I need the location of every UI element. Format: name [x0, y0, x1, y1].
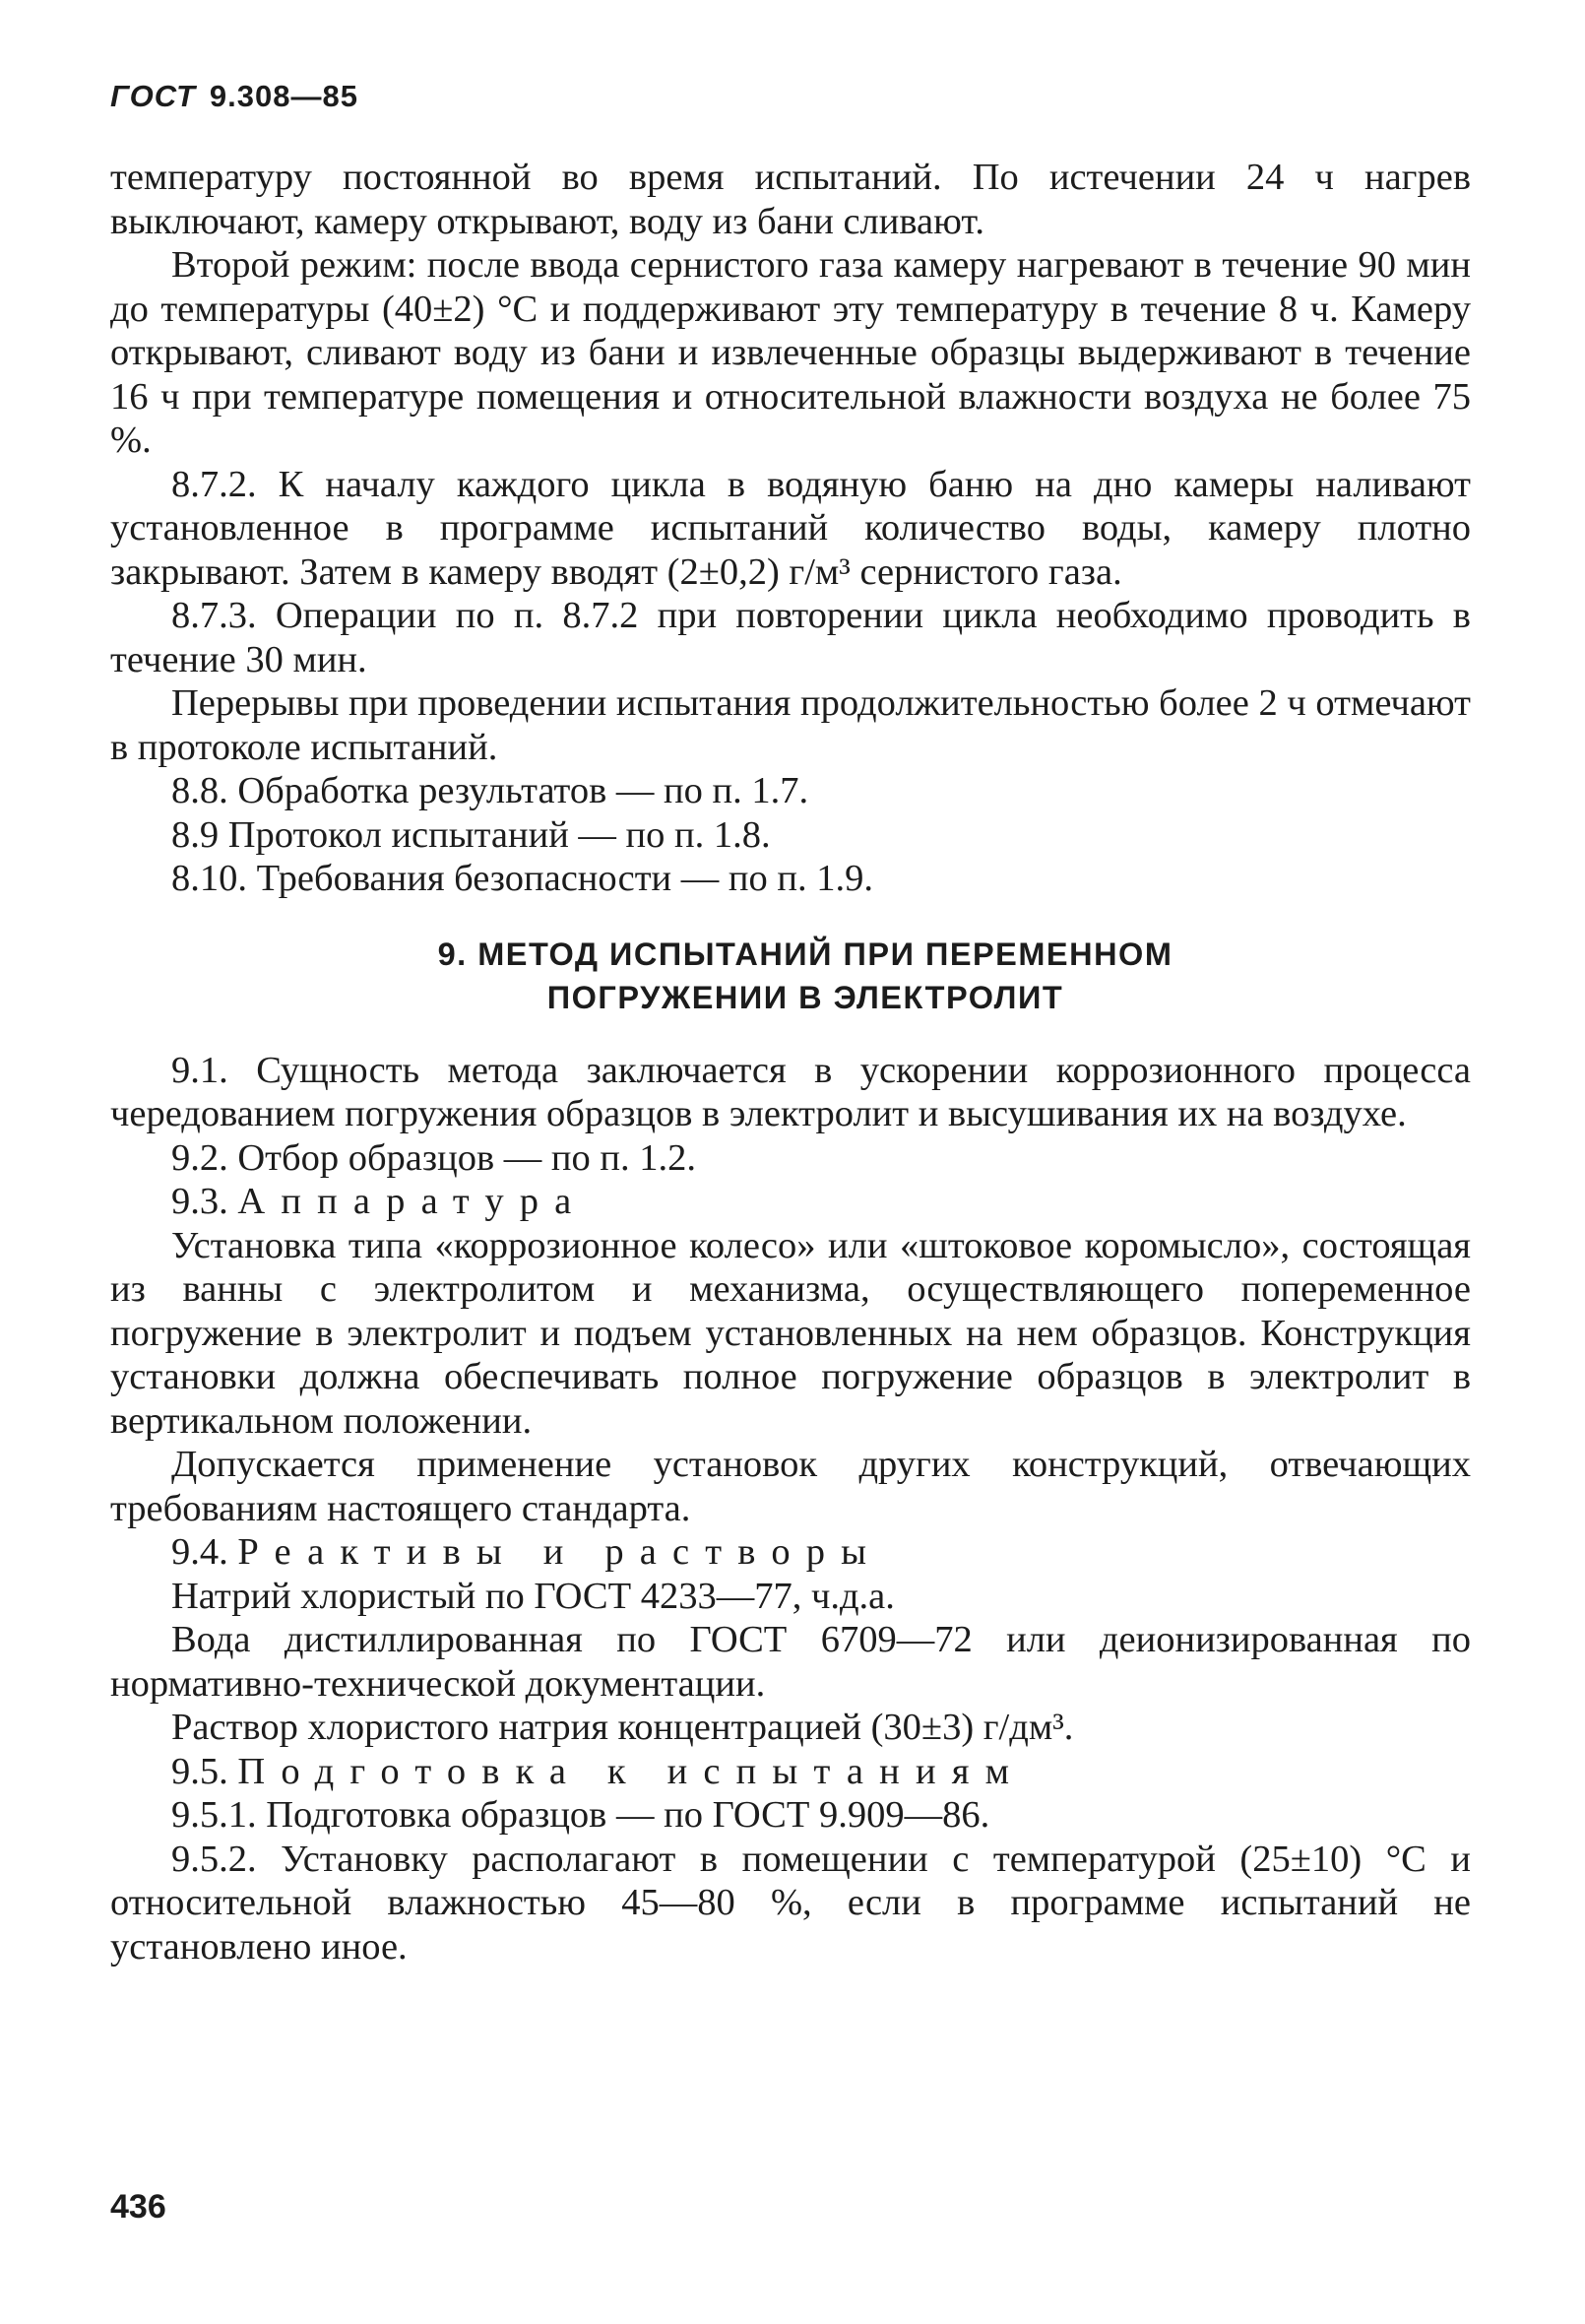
paragraph: 8.10. Требования безопасности — по п. 1.9. [171, 858, 873, 899]
subsection-title: Реактивы и растворы [237, 1531, 883, 1573]
paragraph: Установка типа «коррозионное колесо» или «штоковое коромысло», состоящая из ванны с электролитом и механизма, осуществляющего попеременное погружение в электролит и подъем установленных на нем образцов. Конструкция установки должна обеспечивать полное погружение образцов в электролит в вертикальном положении. [110, 1224, 1471, 1442]
subsection-title: Подготовка к испытаниям [237, 1750, 1026, 1792]
standard-label: ГОСТ [110, 79, 196, 113]
paragraph: Вода дистиллированная по ГОСТ 6709—72 или деионизированная по нормативно-технической документации. [110, 1619, 1471, 1705]
paragraph: Натрий хлористый по ГОСТ 4233—77, ч.д.а. [171, 1575, 895, 1617]
section-title-line: 9. МЕТОД ИСПЫТАНИЙ ПРИ ПЕРЕМЕННОМ [437, 936, 1173, 972]
section-title [110, 933, 1471, 1019]
paragraph: Перерывы при проведении испытания продолжительностью более 2 ч отмечают в протоколе испытаний. [110, 682, 1471, 768]
subsection-heading [110, 1530, 1471, 1575]
page-header [110, 79, 358, 114]
document-body [110, 156, 1471, 1969]
paragraph: Второй режим: после ввода сернистого газа камеру нагревают в течение 90 мин до температуры (40±2) °С и поддерживают эту температуру в течение 8 ч. Камеру открывают, сливают воду из бани и извлеченные образцы выдерживают в течение 16 ч при температуре помещения и относительной влажности воздуха не более 75 %. [110, 244, 1471, 461]
paragraph: 8.9 Протокол испытаний — по п. 1.8. [171, 813, 771, 856]
paragraph: 9.1. Сущность метода заключается в ускорении коррозионного процесса чередованием погружения образцов в электролит и высушивания их на воздухе. [110, 1049, 1471, 1134]
paragraph: 9.5.2. Установку располагают в помещении с температурой (25±10) °С и относительной влажностью 45—80 %, если в программе испытаний не установлено иное. [110, 1838, 1471, 1968]
subsection-number: 9.4. [171, 1531, 228, 1573]
subsection-heading [110, 1180, 1471, 1224]
paragraph: 9.2. Отбор образцов — по п. 1.2. [171, 1136, 696, 1179]
paragraph: Раствор хлористого натрия концентрацией (30±3) г/дм³. [171, 1707, 1074, 1748]
paragraph: 8.8. Обработка результатов — по п. 1.7. [171, 770, 809, 811]
paragraph: 8.7.2. К началу каждого цикла в водяную баню на дно камеры наливают установленное в программе испытаний количество воды, камеру плотно закрывают. Затем в камеру вводят (2±0,2) г/м³ сернистого газа. [110, 463, 1471, 593]
paragraph: температуру постоянной во время испытаний. По истечении 24 ч нагрев выключают, камеру открывают, воду из бани сливают. [110, 157, 1471, 242]
page-number: 436 [110, 2188, 166, 2226]
paragraph: 8.7.3. Операции по п. 8.7.2 при повторении цикла необходимо проводить в течение 30 мин. [110, 595, 1471, 680]
paragraph: Допускается применение установок других конструкций, отвечающих требованиям настоящего стандарта. [110, 1444, 1471, 1529]
paragraph: 9.5.1. Подготовка образцов — по ГОСТ 9.909—86. [171, 1794, 990, 1836]
subsection-heading [110, 1750, 1471, 1794]
standard-number: 9.308—85 [209, 79, 358, 113]
subsection-title: Аппаратура [237, 1181, 588, 1222]
section-title-line: ПОГРУЖЕНИИ В ЭЛЕКТРОЛИТ [546, 979, 1064, 1015]
subsection-number: 9.3. [171, 1181, 228, 1222]
subsection-number: 9.5. [171, 1750, 228, 1792]
